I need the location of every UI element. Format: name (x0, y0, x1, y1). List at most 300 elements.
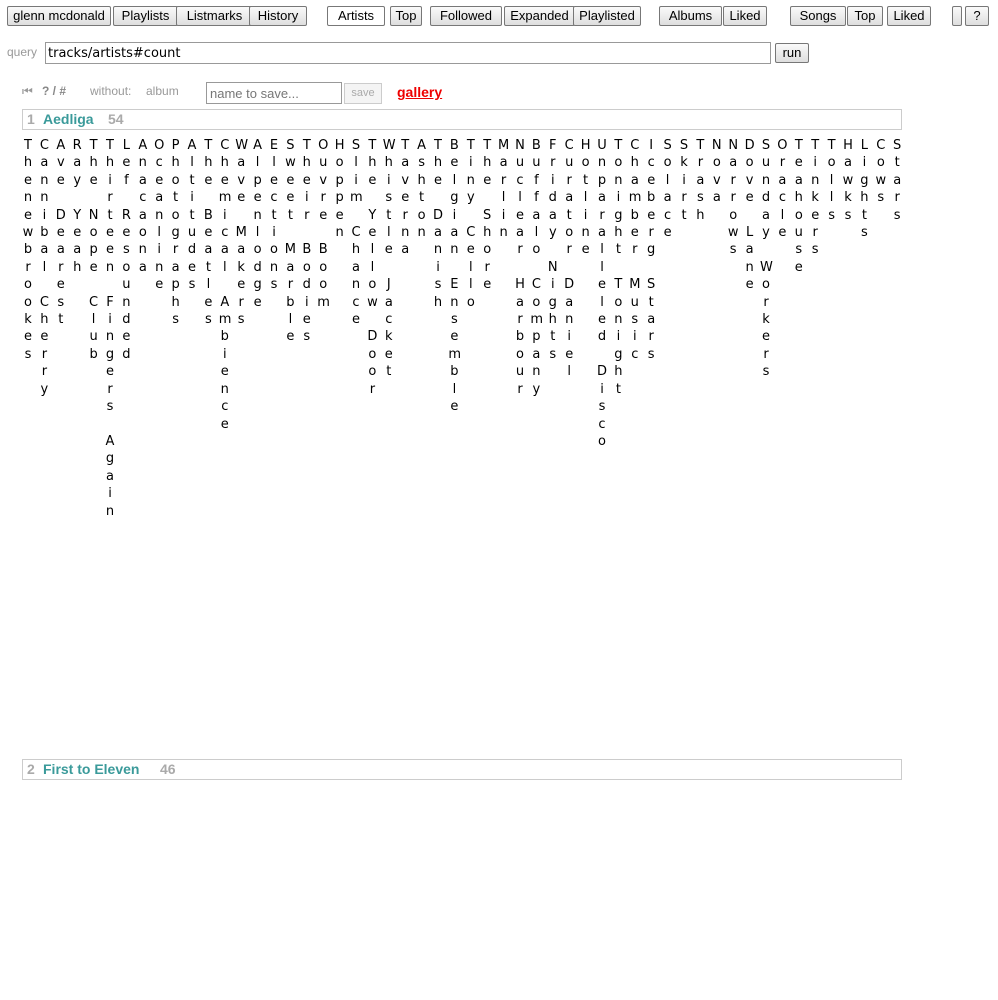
artist-letter: e (286, 172, 295, 188)
artist-letter: r (763, 294, 769, 310)
artist-letter: e (253, 294, 262, 310)
artist-letter: i (354, 172, 358, 188)
artist-letter: c (221, 399, 229, 415)
artist-letter: c (516, 172, 524, 188)
songs-top-button[interactable]: Top (847, 6, 883, 26)
artist-letter: c (385, 312, 393, 328)
artist-letter: g (171, 225, 180, 241)
artist-letter: t (287, 207, 293, 223)
artist-letter: o (171, 172, 180, 188)
artist-letter (629, 259, 641, 276)
artist-letter: e (188, 259, 196, 275)
artist-letter: p (335, 190, 344, 206)
artist-link[interactable] (793, 137, 805, 276)
artist-letter: l (600, 242, 604, 258)
artist-letter: a (499, 155, 508, 171)
artist-letter: g (105, 451, 115, 467)
artist-link[interactable] (662, 137, 674, 241)
artist-link[interactable] (465, 137, 477, 311)
history-button[interactable]: History (249, 6, 307, 26)
artist-letter: w (22, 225, 34, 241)
artist-letter: s (647, 346, 655, 362)
artist-link[interactable] (547, 137, 559, 363)
group-name-link[interactable]: Aedliga (43, 111, 94, 127)
artist-letter: w (727, 225, 739, 241)
artist-letter: u (515, 155, 525, 171)
artist-link[interactable] (186, 137, 198, 294)
artist-letter: o (516, 346, 524, 362)
artist-letter: o (417, 207, 426, 223)
artist-link[interactable] (71, 137, 83, 276)
artist-letter: e (56, 277, 65, 293)
artist-letter: a (647, 312, 656, 328)
artist-letter: h (614, 225, 623, 241)
artist-letter: e (466, 242, 475, 258)
artist-letter: p (253, 172, 262, 188)
artist-letter: u (565, 155, 574, 171)
artist-letter: l (288, 312, 293, 328)
expanded-button[interactable]: Expanded (504, 6, 575, 26)
artist-letter: h (696, 207, 705, 223)
artist-letter: p (335, 172, 344, 188)
artist-link[interactable] (252, 137, 264, 311)
artist-letter: a (237, 242, 246, 258)
help-button[interactable]: ? (965, 6, 989, 26)
artist-link[interactable] (268, 137, 280, 294)
artist-letter: a (598, 225, 606, 241)
artist-link[interactable] (432, 137, 444, 311)
artist-letter: n (335, 225, 344, 241)
artist-letter: a (434, 225, 442, 241)
artist-letter: C (220, 138, 230, 153)
artist-link[interactable] (399, 137, 411, 259)
artist-letter: n (450, 242, 459, 258)
artist-letter: T (794, 138, 803, 153)
artist-letter: n (138, 242, 147, 258)
artist-link[interactable] (760, 137, 772, 381)
artist-letter: n (220, 381, 229, 397)
artist-letter: h (171, 155, 180, 171)
artist-link[interactable] (530, 137, 542, 398)
artist-letter: h (860, 190, 869, 206)
artist-letter: o (729, 207, 738, 223)
artist-letter: t (419, 190, 425, 206)
query-input[interactable] (45, 42, 771, 64)
artist-letter: l (255, 155, 260, 171)
artist-letter: C (876, 138, 886, 153)
artist-link[interactable] (416, 137, 428, 241)
artist-link[interactable] (858, 137, 870, 241)
artist-letter: T (89, 138, 98, 153)
artist-letter: S (663, 138, 672, 153)
artist-link[interactable] (891, 137, 903, 224)
artist-link[interactable] (235, 137, 247, 328)
artist-letter: h (548, 312, 557, 328)
playlists-button[interactable]: Playlists (113, 6, 178, 26)
artist-letter: r (550, 155, 556, 171)
artist-letter: s (861, 225, 868, 241)
artist-letter: t (189, 172, 195, 188)
artist-letter: s (123, 242, 130, 258)
artist-letter: T (24, 138, 32, 153)
artist-letter: D (596, 364, 607, 380)
artist-letter: l (567, 364, 571, 380)
artist-letter: n (40, 172, 49, 188)
artist-letter: e (122, 155, 131, 171)
artist-link[interactable] (153, 137, 165, 294)
gallery-link[interactable]: gallery (397, 84, 443, 100)
artist-letter: o (483, 242, 492, 258)
artist-link[interactable] (776, 137, 788, 241)
artist-letter: e (335, 207, 344, 223)
artist-letter (350, 207, 362, 224)
artist-letter: e (286, 329, 295, 345)
artist-letter: a (630, 172, 639, 188)
artist-letter: e (581, 242, 590, 258)
artist-letter: a (893, 172, 902, 188)
artist-link[interactable] (38, 137, 50, 398)
artist-letter: l (468, 277, 473, 293)
artist-letter (284, 224, 296, 241)
artist-link[interactable] (514, 137, 526, 398)
artist-letter: d (302, 277, 311, 293)
artist-link[interactable] (317, 137, 329, 311)
artist-letter: l (452, 172, 457, 188)
artist-letter: e (40, 329, 49, 345)
artist-letter: a (516, 294, 524, 310)
artist-letter: i (862, 155, 867, 171)
artist-letter: a (762, 207, 770, 223)
artist-letter: e (89, 172, 98, 188)
artist-letter: o (532, 242, 541, 258)
artist-letter: a (712, 190, 721, 206)
artist-letter: i (813, 155, 817, 171)
run-button[interactable]: run (775, 43, 809, 63)
artist-letter: d (597, 329, 607, 345)
artist-letter: L (122, 138, 131, 153)
artist-link[interactable] (383, 137, 395, 381)
group-header (22, 109, 902, 130)
artist-letter: g (614, 207, 623, 223)
playlisted-button[interactable]: Playlisted (573, 6, 641, 26)
artist-letter (563, 259, 575, 276)
artist-link[interactable] (448, 137, 460, 416)
artist-link[interactable] (498, 137, 510, 241)
artist-letter: T (466, 138, 475, 153)
artist-letter: c (270, 190, 278, 206)
artist-letter: N (728, 138, 739, 153)
artist-letter: e (89, 259, 98, 275)
artist-link[interactable] (301, 137, 313, 346)
artist-letter: C (39, 138, 49, 153)
artist-letter: r (517, 312, 523, 328)
artist-letter: r (304, 207, 310, 223)
artist-link[interactable] (55, 137, 67, 328)
artist-letter: a (548, 207, 557, 223)
artist-letter: C (466, 225, 476, 241)
artist-letter: r (517, 242, 523, 258)
artist-letter: h (433, 294, 443, 310)
artist-letter: o (302, 259, 311, 275)
artist-letter: s (418, 155, 425, 171)
artist-letter: Y (368, 207, 377, 223)
artist-letter: c (352, 294, 360, 310)
artist-letter: Y (73, 207, 82, 223)
artist-link[interactable] (219, 137, 231, 433)
artist-letter: t (107, 207, 113, 223)
user-button[interactable]: glenn mcdonald (7, 6, 111, 26)
artist-letter (88, 276, 100, 293)
artist-letter: e (368, 225, 377, 241)
artist-link[interactable] (809, 137, 821, 259)
artist-letter: e (384, 242, 393, 258)
artist-letter: o (762, 277, 770, 293)
artist-letter: n (565, 312, 574, 328)
artist-letter: e (794, 155, 803, 171)
artist-letter: v (745, 172, 754, 188)
group-name-link[interactable]: First to Eleven (43, 761, 140, 777)
artist-link[interactable] (202, 137, 214, 328)
artist-letter: r (894, 190, 900, 206)
artist-letter: d (548, 190, 557, 206)
artist-letter: n (761, 172, 771, 188)
artist-letter: b (23, 242, 33, 258)
artist-letter: r (500, 172, 507, 188)
artist-letter: a (204, 242, 213, 258)
artist-letter: c (664, 207, 672, 223)
artist-letter: g (647, 242, 656, 258)
artists-button[interactable]: Artists (327, 6, 385, 26)
artist-letter: b (515, 329, 525, 345)
artist-letter: b (647, 190, 656, 206)
artist-letter: B (531, 138, 541, 153)
artist-link[interactable] (88, 137, 100, 363)
artist-letter: r (648, 329, 654, 345)
artist-link[interactable] (744, 137, 756, 294)
artist-link[interactable] (22, 137, 34, 363)
group-header (22, 759, 902, 780)
artist-letter: e (270, 172, 278, 188)
artist-link[interactable] (481, 137, 493, 294)
artist-letter: g (860, 172, 869, 188)
toggle-button[interactable] (952, 6, 962, 26)
artist-letter: P (171, 138, 180, 153)
without-album-link[interactable]: album (146, 84, 179, 98)
albums-button[interactable]: Albums (659, 6, 722, 26)
artist-letter: M (497, 138, 510, 153)
artist-letter: r (730, 190, 736, 206)
artist-letter: l (272, 155, 276, 171)
artist-letter: l (534, 225, 539, 241)
artist-letter: e (56, 225, 65, 241)
artist-letter: o (614, 155, 623, 171)
artist-letter: s (57, 294, 65, 310)
artist-letter: T (302, 138, 311, 153)
artist-letter: r (25, 259, 31, 275)
artist-letter: l (780, 207, 785, 223)
followed-button[interactable]: Followed (430, 6, 502, 26)
artist-letter: s (451, 312, 458, 328)
artist-link[interactable] (120, 137, 132, 363)
artist-letter: e (106, 225, 114, 241)
artist-letter: c (155, 155, 163, 171)
first-page-icon[interactable]: ⏮ (22, 84, 33, 98)
artist-link[interactable] (612, 137, 624, 398)
artist-letter: a (565, 294, 574, 310)
artist-link[interactable] (842, 137, 854, 224)
artist-link[interactable] (104, 137, 116, 520)
artist-link[interactable] (678, 137, 690, 224)
artist-letter: a (73, 242, 82, 258)
artist-letter: l (190, 155, 194, 171)
artist-letter: s (172, 312, 179, 328)
artist-letter: l (386, 225, 391, 241)
artist-letter: e (434, 172, 442, 188)
artist-link[interactable] (366, 137, 378, 398)
artist-link[interactable] (694, 137, 706, 224)
artist-letter: A (220, 294, 230, 310)
artist-letter: e (663, 225, 672, 241)
artist-letter: d (122, 346, 131, 362)
artist-letter: y (40, 381, 49, 397)
artist-letter: e (155, 172, 164, 188)
artist-letter: o (171, 207, 180, 223)
artist-letter: i (567, 329, 571, 345)
artist-letter: N (547, 259, 558, 275)
artist-letter: l (600, 259, 604, 275)
artists-top-button[interactable]: Top (390, 6, 422, 26)
artist-link[interactable] (875, 137, 887, 207)
artist-letter: r (779, 155, 786, 171)
artist-letter: c (598, 416, 606, 432)
artist-letter: k (24, 312, 32, 328)
artist-letter: l (829, 190, 834, 206)
save-button[interactable]: save (344, 83, 382, 104)
artist-letter: o (319, 259, 328, 275)
artist-letter: r (697, 155, 704, 171)
songs-button[interactable]: Songs (790, 6, 846, 26)
artist-letter: e (286, 190, 295, 206)
artist-letter: s (205, 312, 212, 328)
artist-letter: e (302, 172, 311, 188)
artist-letter (235, 207, 247, 224)
artist-letter (383, 259, 395, 276)
artist-link[interactable] (580, 137, 592, 259)
save-name-input[interactable] (206, 82, 342, 104)
artist-letter: e (483, 172, 492, 188)
artist-letter: s (828, 207, 835, 223)
artist-letter: O (777, 138, 788, 153)
artist-letter: o (368, 364, 377, 380)
artist-letter (55, 189, 67, 206)
artist-link[interactable] (170, 137, 182, 328)
artist-letter: T (368, 138, 377, 153)
artist-letter: w (285, 155, 296, 171)
artist-letter: a (40, 242, 49, 258)
artist-letter: e (220, 364, 229, 380)
artist-letter: s (270, 277, 278, 293)
artist-letter: e (24, 207, 32, 223)
artist-letter: t (386, 364, 392, 380)
artist-letter: o (24, 294, 32, 310)
artist-letter: e (24, 329, 32, 345)
artist-letter: y (548, 225, 557, 241)
artist-link[interactable] (727, 137, 739, 259)
artist-letter (38, 276, 50, 293)
artist-letter: o (368, 346, 377, 362)
group-count: 54 (108, 111, 124, 127)
artist-letter: r (730, 172, 736, 188)
artist-letter: h (73, 259, 82, 275)
artist-letter: e (647, 172, 656, 188)
artist-letter: l (829, 172, 834, 188)
artist-letter: e (598, 312, 606, 328)
artist-letter: I (649, 138, 654, 153)
albums-liked-button[interactable]: Liked (723, 6, 767, 26)
artist-letter: v (237, 172, 246, 188)
artist-letter: h (614, 364, 623, 380)
artist-link[interactable] (563, 137, 575, 381)
artist-letter: c (631, 346, 639, 362)
artist-link[interactable] (334, 137, 346, 241)
artist-letter: e (319, 207, 328, 223)
artist-letter: T (614, 277, 623, 293)
artist-letter: h (23, 155, 33, 171)
artist-letter: h (384, 155, 393, 171)
artist-letter: c (647, 155, 655, 171)
artist-letter: N (88, 207, 99, 223)
artist-letter: u (319, 155, 328, 171)
artist-letter: v (319, 172, 328, 188)
listmarks-button[interactable]: Listmarks (176, 6, 253, 26)
artist-letter: C (89, 294, 99, 310)
artist-letter: s (24, 346, 32, 362)
artist-letter: g (548, 294, 557, 310)
artist-letter: e (73, 225, 82, 241)
artist-link[interactable] (596, 137, 608, 450)
sort-toggles[interactable]: ? / # (42, 84, 67, 98)
artist-letter: e (204, 294, 213, 310)
artist-link[interactable] (350, 137, 362, 328)
artist-letter: E (450, 277, 459, 293)
artist-letter: T (204, 138, 213, 153)
artist-letter: y (532, 381, 541, 397)
songs-liked-button[interactable]: Liked (887, 6, 931, 26)
artist-letter: L (745, 225, 754, 241)
artist-letter: k (844, 190, 852, 206)
artist-link[interactable] (826, 137, 838, 224)
artist-letter: u (89, 329, 98, 345)
artist-letter: h (794, 190, 803, 206)
artist-letter: e (368, 172, 377, 188)
artist-link[interactable] (284, 137, 296, 346)
artist-letter: s (795, 242, 803, 258)
artist-letter (88, 189, 100, 206)
artist-letter: h (204, 155, 213, 171)
artist-link[interactable] (645, 137, 657, 363)
artist-letter: k (385, 329, 393, 345)
artist-letter: E (269, 138, 279, 153)
artist-link[interactable] (629, 137, 641, 363)
artist-letter: h (483, 155, 492, 171)
artist-letter: r (369, 381, 376, 397)
artist-letter: A (56, 138, 66, 153)
artist-letter: t (205, 259, 211, 275)
artist-letter: a (40, 155, 49, 171)
artist-letter: H (843, 138, 853, 153)
artist-link[interactable] (711, 137, 723, 207)
artist-link[interactable] (137, 137, 149, 276)
